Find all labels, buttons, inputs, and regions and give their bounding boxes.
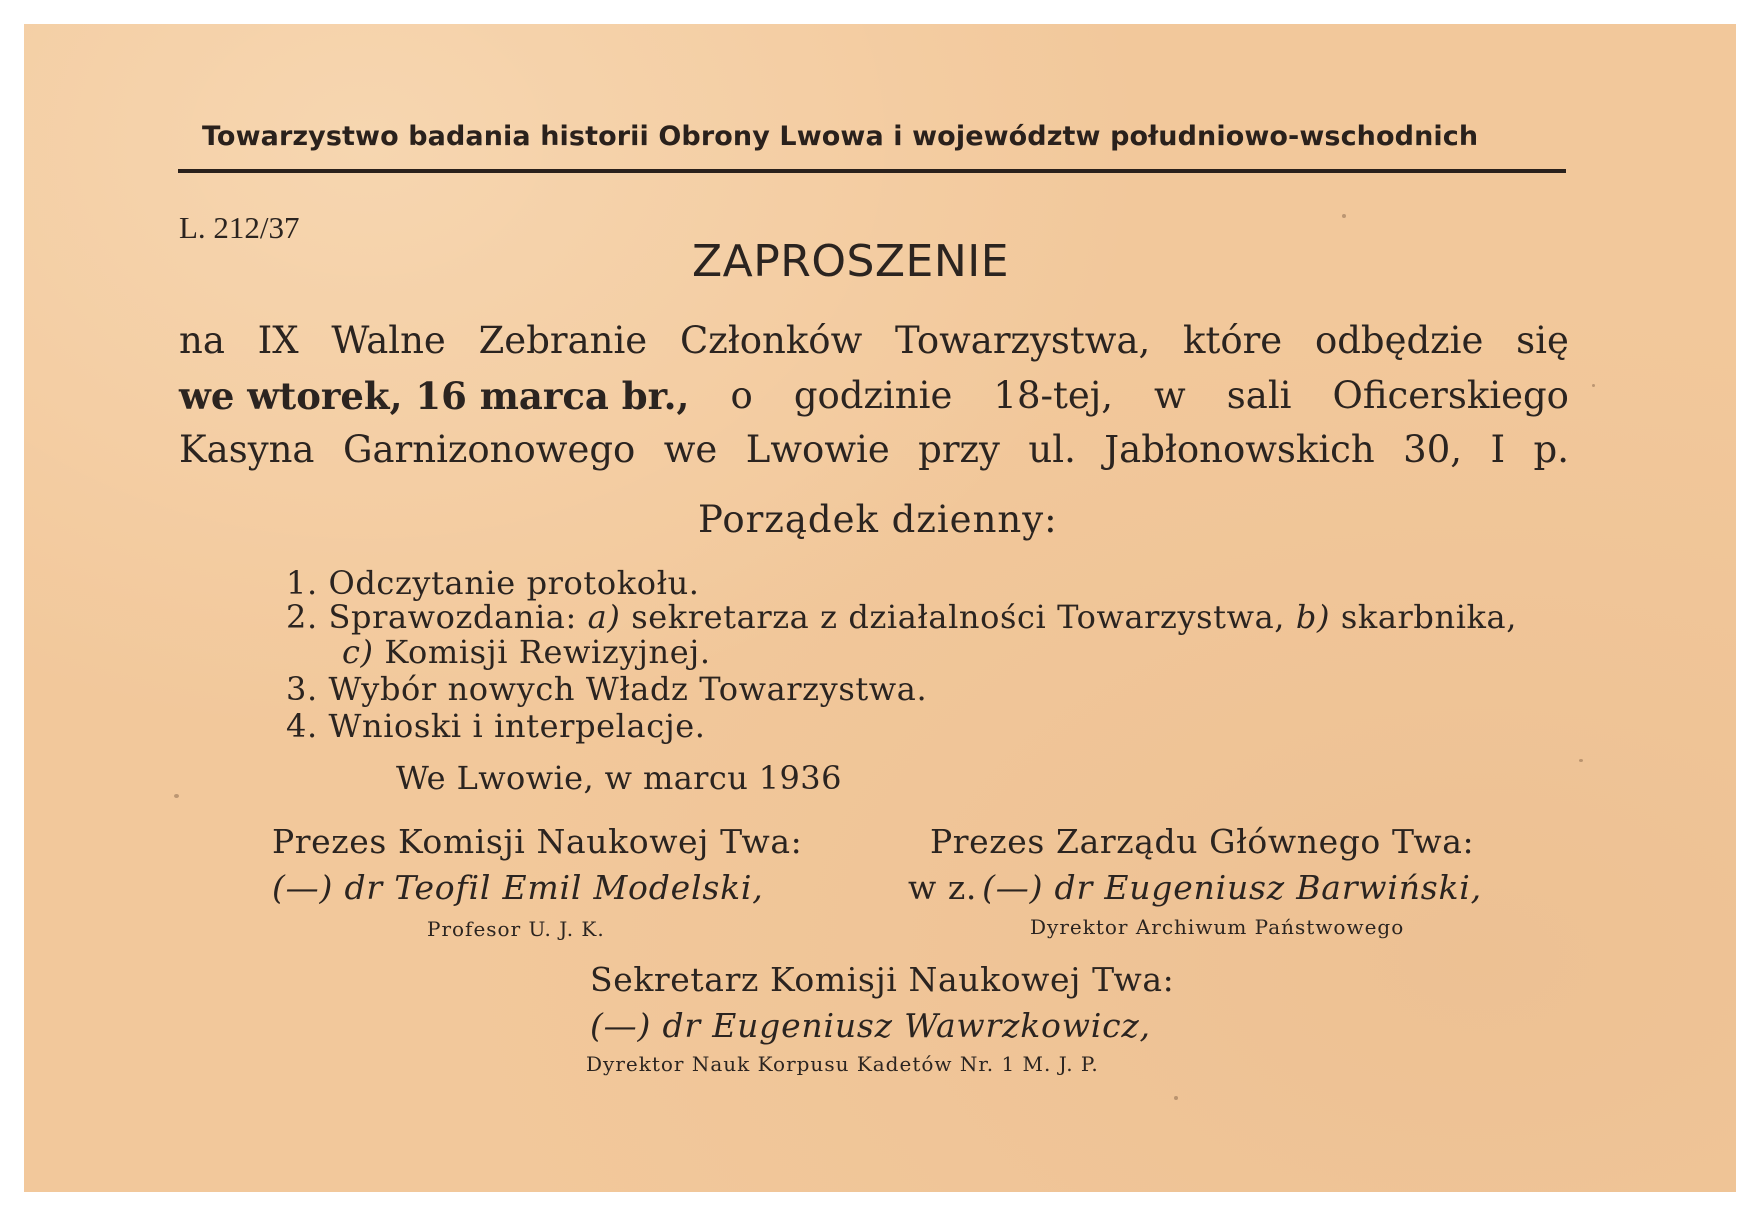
body-word: na xyxy=(179,319,225,362)
agenda-item-2-continuation xyxy=(342,633,711,671)
document-title: ZAPROSZENIE xyxy=(692,236,1010,287)
header-rule xyxy=(178,169,1566,173)
body-line-3 xyxy=(179,428,1569,471)
body-word: sali xyxy=(1226,374,1292,417)
agenda-item-1: 1. Odczytanie protokołu. xyxy=(286,564,700,602)
body-word: ul. xyxy=(1028,428,1076,471)
body-word: 30, xyxy=(1403,428,1463,471)
paper-speck xyxy=(1592,384,1595,387)
body-word: Jabłonowskich xyxy=(1104,428,1375,471)
body-word: Towarzystwa, xyxy=(895,319,1151,362)
body-word: które xyxy=(1183,319,1283,362)
agenda-marker-a: a) xyxy=(587,598,621,636)
agenda-item-3: 3. Wybór nowych Władz Towarzystwa. xyxy=(286,670,928,708)
agenda-title: Porządek dzienny: xyxy=(698,498,1058,541)
body-word: 18-tej, xyxy=(993,374,1113,417)
agenda-item-4: 4. Wnioski i interpelacje. xyxy=(286,707,706,745)
agenda-marker-b: b) xyxy=(1295,598,1331,636)
paper-speck xyxy=(1342,214,1346,218)
signatory-2-role: Prezes Zarządu Głównego Twa: xyxy=(930,822,1475,861)
society-header: Towarzystwo badania historii Obrony Lwowa i województw południowo-wschodnich xyxy=(202,121,1479,152)
body-word: godzinie xyxy=(793,374,953,417)
body-word: I xyxy=(1490,428,1506,471)
signatory-2-prefix: w z. xyxy=(908,868,978,907)
agenda-marker-c: c) xyxy=(342,633,374,671)
paper-speck xyxy=(1174,1096,1178,1100)
agenda-item-2a: sekretarza z działalności Towarzystwa, xyxy=(631,598,1286,636)
body-word: Garnizonowego xyxy=(342,428,636,471)
body-word: o xyxy=(730,374,753,417)
invitation-paper xyxy=(24,24,1736,1192)
agenda-item-2c: Komisji Rewizyjnej. xyxy=(384,633,711,671)
signatory-2-name-line xyxy=(908,868,1482,907)
agenda-item-2 xyxy=(286,598,1517,636)
agenda-item-2b: skarbnika, xyxy=(1340,598,1517,636)
agenda-item-2-prefix: 2. Sprawozdania: xyxy=(286,598,577,636)
body-word: Zebranie xyxy=(478,319,648,362)
signatory-2-name: (—) dr Eugeniusz Barwiński, xyxy=(982,868,1482,907)
body-word: Kasyna xyxy=(179,428,315,471)
body-word: Lwowie xyxy=(745,428,890,471)
body-word: Walne xyxy=(331,319,446,362)
body-line-1 xyxy=(179,319,1569,362)
signatory-3-title: Dyrektor Nauk Korpusu Kadetów Nr. 1 M. J. P. xyxy=(586,1052,1099,1076)
body-word: Członków xyxy=(679,319,863,362)
body-word: IX xyxy=(257,319,299,362)
body-word: Oficerskiego xyxy=(1332,374,1569,417)
reference-number: L. 212/37 xyxy=(179,210,300,245)
paper-speck xyxy=(1579,759,1583,762)
body-word: we xyxy=(663,428,718,471)
signatory-1-role: Prezes Komisji Naukowej Twa: xyxy=(272,822,803,861)
signatory-3-role: Sekretarz Komisji Naukowej Twa: xyxy=(590,960,1175,999)
body-line-2 xyxy=(179,374,1569,418)
signatory-2-title: Dyrektor Archiwum Państwowego xyxy=(1030,915,1405,939)
body-word: się xyxy=(1516,319,1569,362)
signatory-1-name: (—) dr Teofil Emil Modelski, xyxy=(272,868,764,907)
meeting-date: we wtorek, 16 marca br., xyxy=(179,374,690,418)
body-word: w xyxy=(1154,374,1186,417)
signatory-1-title: Profesor U. J. K. xyxy=(427,917,605,941)
place-date: We Lwowie, w marcu 1936 xyxy=(396,759,842,797)
body-word: p. xyxy=(1533,428,1569,471)
signatory-3-name: (—) dr Eugeniusz Wawrzkowicz, xyxy=(590,1006,1151,1045)
paper-speck xyxy=(174,794,179,798)
body-word: przy xyxy=(918,428,1000,471)
body-word: odbędzie xyxy=(1314,319,1484,362)
